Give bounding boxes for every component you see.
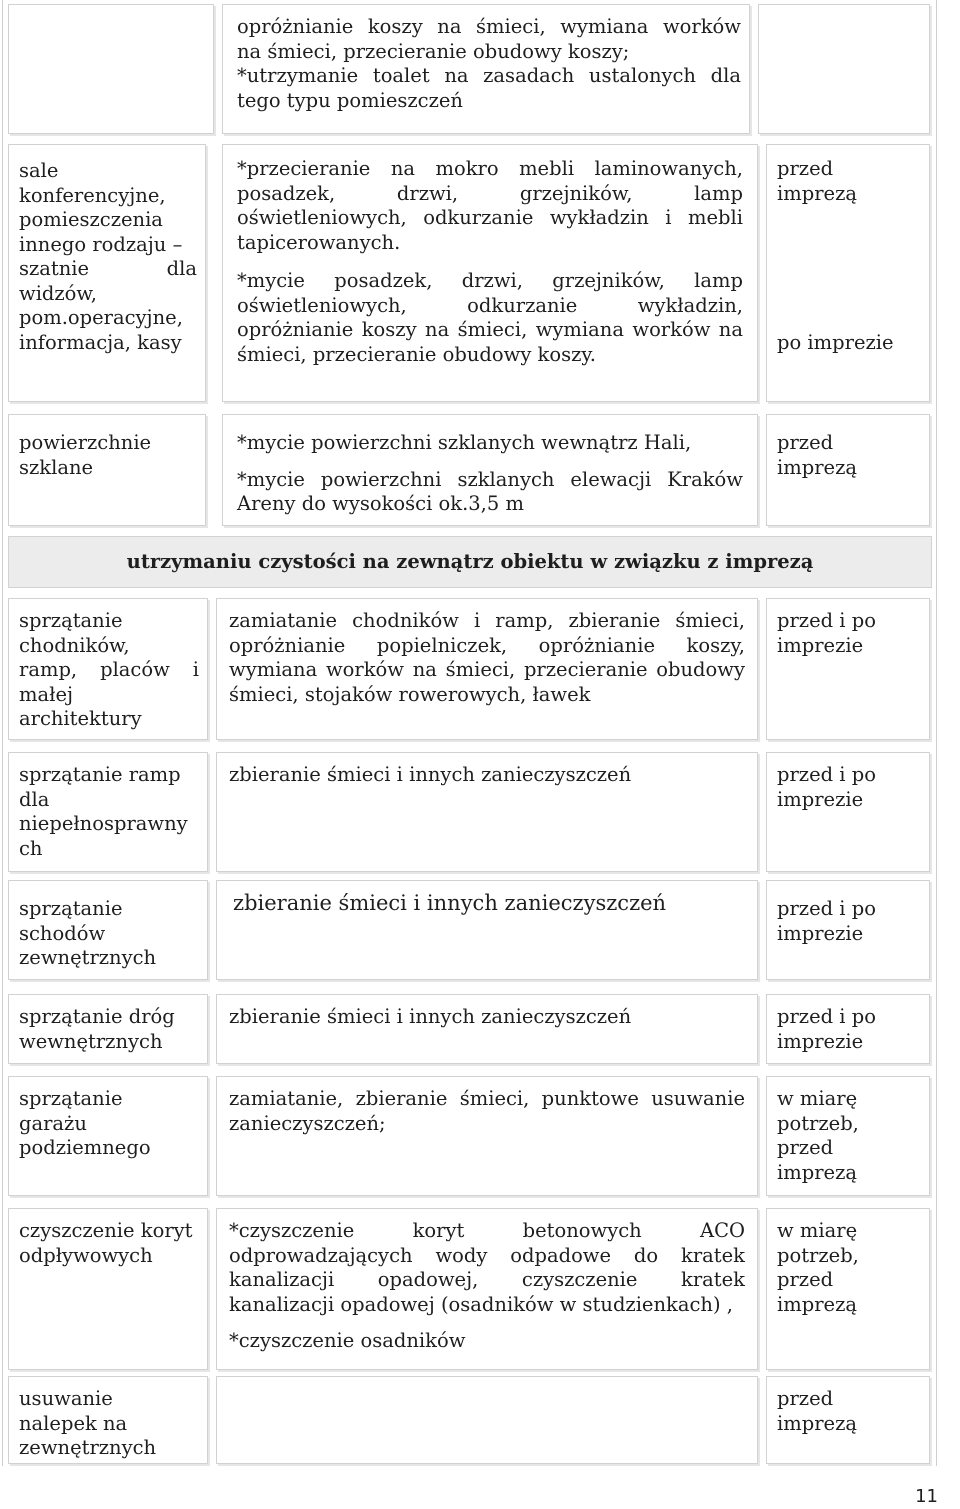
text-line: *mycie powierzchni szklanych wewnątrz Hali, (237, 431, 692, 454)
text-line: imprezie (777, 633, 864, 657)
text-line: przed (777, 157, 834, 180)
text-line: sale (19, 159, 59, 182)
text-line: potrzeb, (777, 1111, 859, 1135)
text-line: imprezie (777, 1029, 864, 1053)
row3-col2 (222, 414, 758, 526)
outdoor-row3-col2 (216, 880, 758, 980)
text-line: odprowadzających wody odpadowe do kratek (229, 1243, 745, 1267)
outdoor-row1-col1 (8, 598, 208, 740)
text-line: przed (777, 1136, 834, 1159)
text-line: w miarę (777, 1219, 858, 1242)
row1-col3 (758, 4, 930, 134)
text-line: *mycie powierzchni szklanych elewacji Kraków (237, 467, 743, 491)
outdoor-row5-col3 (766, 1076, 930, 1196)
text-line: śmieci, stojaków rowerowych, ławek (229, 682, 591, 706)
frame-left-line (2, 0, 3, 1466)
outdoor-row3-col1 (8, 880, 208, 980)
section-header: utrzymaniu czystości na zewnątrz obiektu w związku z imprezą (8, 536, 932, 588)
text-line: opróżnianie koszy na śmieci, wymiana worków (237, 15, 741, 38)
text-line: dla (19, 787, 50, 811)
text-line: opróżnianie koszy na śmieci, wymiana worków na (237, 318, 743, 341)
text-line: zamiatanie chodników i ramp, zbieranie śmieci, (229, 609, 745, 632)
text-line: chodników, (19, 633, 130, 657)
outdoor-row1-col2 (216, 598, 758, 740)
frame-right-line (936, 0, 937, 1466)
text-line: usuwanie (19, 1387, 113, 1410)
text-line: wewnętrznych (19, 1029, 163, 1053)
text-line: sprzątanie dróg (19, 1005, 175, 1028)
text-line: Areny do wysokości ok.3,5 m (237, 492, 524, 515)
page-number: 11 (915, 1486, 938, 1507)
text-line: imprezie (777, 787, 864, 811)
text-line: konferencyjne, (19, 183, 166, 207)
text-line: przed (777, 1387, 834, 1410)
text-line: sprzątanie ramp (19, 763, 181, 786)
text-line: podziemnego (19, 1136, 151, 1159)
text-line: widzów, (19, 281, 97, 305)
outdoor-row6-col3 (766, 1208, 930, 1370)
outdoor-row5-col1 (8, 1076, 208, 1196)
text-line: imprezą (777, 1160, 857, 1184)
outdoor-row7-col1 (8, 1376, 208, 1464)
text-line: imprezą (777, 1411, 857, 1435)
text-line: zbieranie śmieci i innych zanieczyszczeń (233, 891, 667, 915)
text-line: *czyszczenie osadników (229, 1329, 466, 1352)
text-line: zbieranie śmieci i innych zanieczyszczeń (229, 1005, 632, 1028)
outdoor-row1-col3 (766, 598, 930, 740)
text-line: sprzątanie (19, 609, 123, 632)
text-line: posadzek, drzwi, grzejników, lamp (237, 181, 743, 205)
row1-col2 (222, 4, 750, 134)
text-line: powierzchnie (19, 431, 152, 454)
text-line: przed (777, 431, 834, 454)
outdoor-row2-col1 (8, 752, 208, 872)
text-line: zamiatanie, zbieranie śmieci, punktowe usuwanie (229, 1087, 745, 1110)
text-line: *mycie posadzek, drzwi, grzejników, lamp (237, 269, 743, 292)
row1-col1 (8, 4, 214, 134)
text-line: kanalizacji opadowej (osadników w studzienkach) , (229, 1292, 733, 1316)
text-line: imprezą (777, 1292, 857, 1316)
text-line: przed (777, 1268, 834, 1291)
text-line: na śmieci, przecieranie obudowy koszy; (237, 39, 630, 63)
text-line: kanalizacji opadowej, czyszczenie kratek (229, 1268, 745, 1291)
text-line: po imprezie (777, 331, 894, 354)
text-line: ramp, placów i (19, 658, 199, 681)
text-line: architektury (19, 707, 142, 730)
text-line: *przecieranie na mokro mebli laminowanych, (237, 157, 743, 180)
outdoor-row2-col3 (766, 752, 930, 872)
text-line: przed i po (777, 609, 876, 632)
outdoor-row2-col2 (216, 752, 758, 872)
text-line: nalepek na (19, 1411, 128, 1435)
text-line: opróżnianie popielniczek, opróżnianie koszy, (229, 633, 745, 657)
text-line: wymiana worków na śmieci, przecieranie obudowy (229, 658, 745, 681)
outdoor-row3-col3 (766, 880, 930, 980)
outdoor-row4-col2 (216, 994, 758, 1064)
text-line: schodów (19, 921, 106, 945)
outdoor-row7-col3 (766, 1376, 930, 1464)
outdoor-row6-col2 (216, 1208, 758, 1370)
text-line: zewnętrznych (19, 946, 157, 969)
outdoor-row6-col1 (8, 1208, 208, 1370)
row2-col2 (222, 144, 758, 402)
text-line: małej (19, 682, 74, 706)
text-line: szklane (19, 455, 94, 479)
outdoor-row5-col2 (216, 1076, 758, 1196)
text-line: oświetleniowych, odkurzanie wykładzin i mebli (237, 206, 743, 229)
row3-col3 (766, 414, 930, 526)
outdoor-row7-col2 (216, 1376, 758, 1464)
text-line: pomieszczenia (19, 208, 163, 231)
text-line: niepełnosprawny (19, 812, 188, 835)
outdoor-row4-col1 (8, 994, 208, 1064)
text-line: zanieczyszczeń; (229, 1111, 386, 1135)
text-line: informacja, kasy (19, 330, 182, 354)
text-line: oświetleniowych, odkurzanie wykładzin, (237, 293, 743, 317)
text-line: *czyszczenie koryt betonowych ACO (229, 1219, 745, 1242)
text-line: przed i po (777, 1005, 876, 1028)
text-line: tapicerowanych. (237, 230, 401, 254)
text-line: imprezą (777, 455, 857, 479)
text-line: czyszczenie koryt (19, 1219, 193, 1242)
text-line: sprzątanie (19, 897, 123, 920)
outdoor-row4-col3 (766, 994, 930, 1064)
text-line: zbieranie śmieci i innych zanieczyszczeń (229, 763, 632, 786)
row3-col1 (8, 414, 206, 526)
text-line: przed i po (777, 763, 876, 786)
row2-col1 (8, 144, 206, 402)
text-line: w miarę (777, 1087, 858, 1110)
text-line: potrzeb, (777, 1243, 859, 1267)
text-line: odpływowych (19, 1243, 153, 1267)
text-line: sprzątanie (19, 1087, 123, 1110)
text-line: *utrzymanie toalet na zasadach ustalonych dla (237, 64, 741, 87)
text-line: imprezie (777, 921, 864, 945)
text-line: pom.operacyjne, (19, 306, 183, 329)
text-line: szatnie dla (19, 257, 197, 280)
text-line: innego rodzaju – (19, 232, 183, 256)
text-line: garażu (19, 1111, 87, 1135)
text-line: ch (19, 836, 43, 860)
row2-col3 (766, 144, 930, 402)
text-line: zewnętrznych (19, 1436, 157, 1459)
text-line: tego typu pomieszczeń (237, 88, 463, 112)
text-line: imprezą (777, 181, 857, 205)
text-line: przed i po (777, 897, 876, 920)
text-line: śmieci, przecieranie obudowy koszy. (237, 342, 596, 366)
